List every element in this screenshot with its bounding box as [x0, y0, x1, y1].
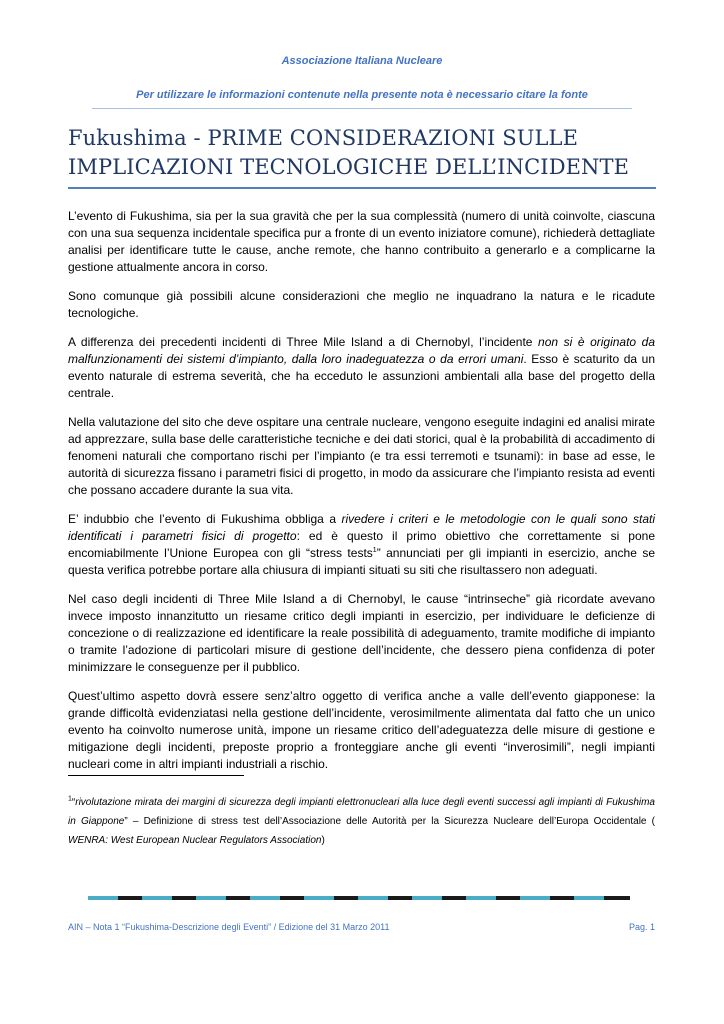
paragraph-5-text-end: ” annunciati per gli impianti in esercizio, anche se questa verifica potrebbe portare alla chiusura di impianti situati su siti che risultassero non adeguati. — [68, 546, 655, 577]
organization-name: Associazione Italiana Nucleare — [281, 55, 443, 67]
footer-reference: AIN – Nota 1 “Fukushima-Descrizione degli Eventi” / Edizione del 31 Marzo 2011 — [68, 922, 390, 932]
deco-segment — [412, 896, 442, 900]
footnote-number: 1 — [68, 795, 72, 803]
footnote-wenra: WENRA: West European Nuclear Regulators Association — [68, 835, 322, 846]
footnote-emphasis: rivolutazione mirata dei margini di sicurezza degli impianti elettronucleari alla luce degli eventi successi agli impianti di Fukushima in Giappone — [68, 797, 655, 827]
deco-segment — [142, 896, 172, 900]
deco-segment — [358, 896, 388, 900]
decorative-divider — [88, 896, 636, 900]
paragraph-3 — [68, 334, 655, 402]
page-number: Pag. 1 — [628, 922, 655, 932]
paragraph-6: Nel caso degli incidenti di Three Mile Island a di Chernobyl, le cause “intrinseche” già ricordate avevano invece imposto innanzitutto un riesame critico degli impianti in esercizio, per individuare le deficienze di concezione o di realizzazione ed identificare la reale possibilità di adeguamento, tramite modifiche di impianto o tramite l’adozione di particolari misure di gestione dell’incidente, che dessero piena confidenza di poter minimizzare le conseguenze per il pubblico. — [68, 592, 655, 674]
deco-segment — [304, 896, 334, 900]
paragraph-5 — [68, 511, 655, 579]
paragraph-1: L’evento di Fukushima, sia per la sua gravità che per la sua complessità (numero di unità coinvolte, ciascuna con una sua sequenza incidentale specifica pur a fronte di un evento iniziatore comune), richiederà dettagliate analisi per identificare tutte le cause, anche remote, che hanno contribuito a generarlo e a complicarne la gestione attualmente ancora in corso. — [68, 209, 655, 274]
deco-segment — [334, 896, 358, 900]
deco-segment — [442, 896, 466, 900]
paragraph-7: Quest’ultimo aspetto dovrà essere senz’altro oggetto di verifica anche a valle dell’evento giapponese: la grande difficoltà evidenziatasi nella gestione dell’incidente, verosimilmente alimentata dal fatto che un unico evento ha coinvolto numerose unità, impone un riesame critico dell’adeguatezza delle misure di gestione e mitigazione degli incidenti, preposte proprio a fronteggiare anche gli eventi “inverosimili”, negli impianti nucleari come in altri impianti industriali a rischio. — [68, 689, 655, 771]
deco-segment — [466, 896, 496, 900]
paragraph-3-emphasis: non si è originato da malfunzionamenti dei sistemi d’impianto, dalla loro inadeguatezza o da errori umani — [68, 335, 656, 366]
deco-segment — [496, 896, 520, 900]
deco-segment — [118, 896, 142, 900]
deco-segment — [226, 896, 250, 900]
footnote-reference[interactable]: 1 — [372, 547, 377, 554]
paragraph-2: Sono comunque già possibili alcune considerazioni che meglio ne inquadrano la natura e le ricadute tecnologiche. — [68, 289, 655, 320]
citation-note: Per utilizzare le informazioni contenute nella presente nota è necessario citare la fonte — [136, 89, 588, 101]
page-footer — [68, 922, 655, 932]
header-divider — [92, 108, 632, 109]
document-title — [68, 124, 668, 182]
deco-segment — [604, 896, 630, 900]
title-underline — [68, 187, 656, 189]
paragraph-4: Nella valutazione del sito che deve ospitare una centrale nucleare, vengono eseguite indagini ed analisi mirate ad apprezzare, sulla base delle caratteristiche tecniche e dei dati storici, qual è la probabilità di accadimento di fenomeni naturali che comportano rischi per l’impianto (e tra essi terremoti e tsunami): in base ad esse, le autorità di sicurezza fissano i parametri fisici di progetto, in modo da assicurare che l’impianto resista ad eventi che possano accadere durante la sua vita. — [68, 415, 655, 497]
footnote — [68, 793, 655, 850]
paragraph-5-emphasis: rivedere i criteri e le metodologie con le quali sono stati identificati i parametri fisici di progetto — [68, 512, 656, 543]
deco-segment — [88, 896, 118, 900]
paragraph-5-text-mid: : ed è questo il primo obiettivo che correttamente si pone encomiabilmente l’Unione Europea con gli “stress tests — [68, 529, 656, 560]
footnote-text: ” – Definizione di stress test dell’Associazione delle Autorità per la Sicurezza Nucleare dell’Europa Occidentale ( — [124, 816, 655, 827]
deco-segment — [550, 896, 574, 900]
paragraph-5-text: E’ indubbio che l’evento di Fukushima obbliga a — [68, 512, 342, 526]
body-text — [68, 208, 655, 785]
footnote-quote-open: “ — [71, 797, 76, 808]
deco-segment — [520, 896, 550, 900]
deco-segment — [388, 896, 412, 900]
deco-segment — [574, 896, 604, 900]
footnote-close: ) — [321, 835, 325, 846]
deco-segment — [172, 896, 196, 900]
title-line-2: IMPLICAZIONI TECNOLOGICHE DELL’INCIDENTE — [68, 155, 630, 179]
paragraph-3-text-end: . Esso è scaturito da un evento naturale di estrema severità, che ha ecceduto le assunzioni ambientali alla base del progetto della centrale. — [68, 352, 656, 400]
footnote-separator — [68, 775, 244, 776]
paragraph-3-text: A differenza dei precedenti incidenti di Three Mile Island a di Chernobyl, l’incidente — [68, 335, 539, 349]
deco-segment — [280, 896, 304, 900]
deco-segment — [250, 896, 280, 900]
deco-segment — [196, 896, 226, 900]
title-line-1: Fukushima - PRIME CONSIDERAZIONI SULLE — [68, 126, 579, 150]
